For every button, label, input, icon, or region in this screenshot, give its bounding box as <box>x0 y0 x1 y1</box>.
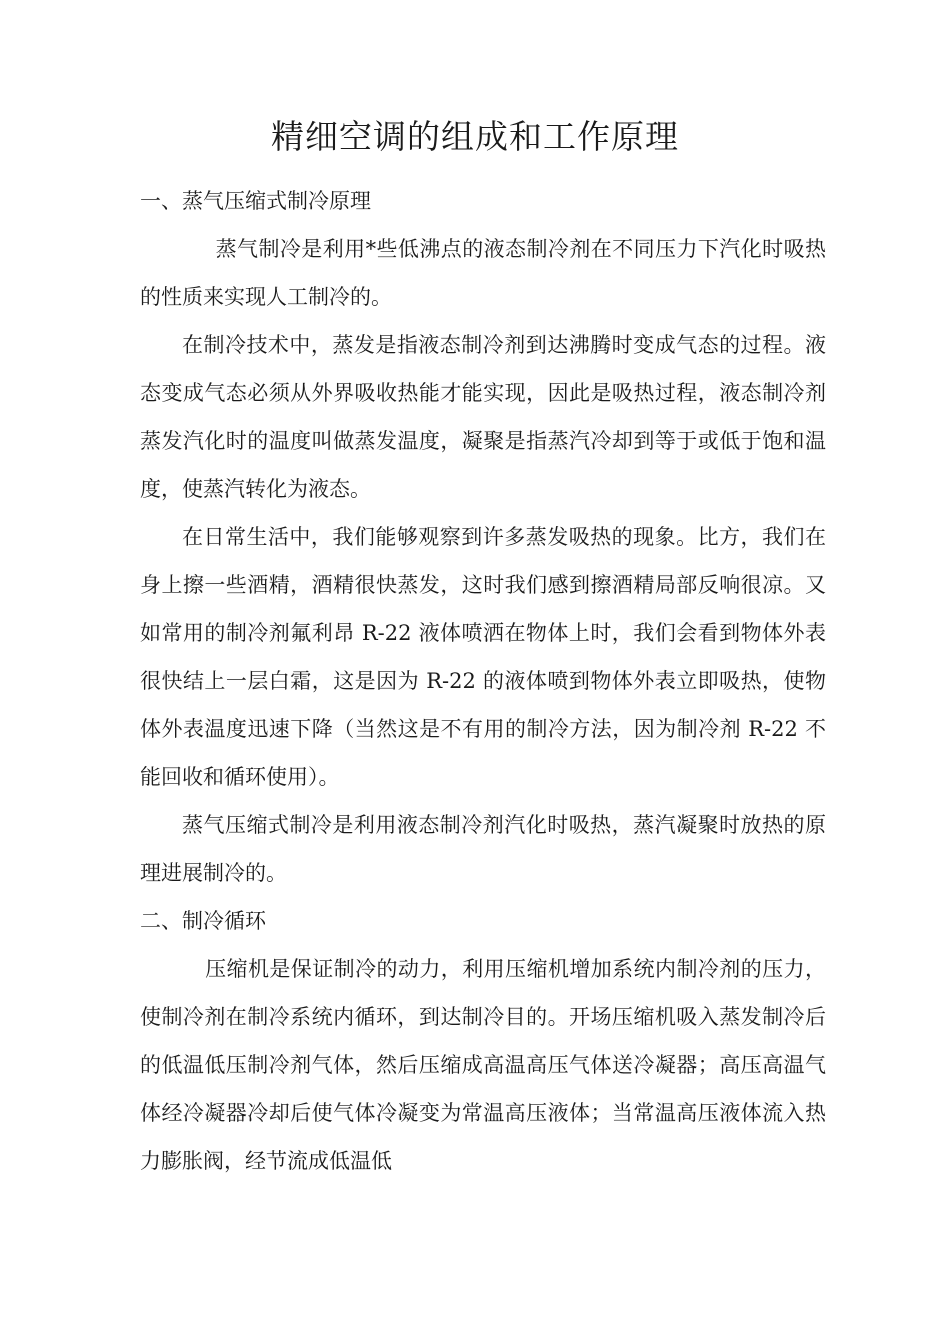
document-body <box>140 177 826 1185</box>
section-heading-2: 二、制冷循环 <box>140 909 266 933</box>
section-heading-1: 一、蒸气压缩式制冷原理 <box>140 189 371 213</box>
paragraph-1-4: 蒸气压缩式制冷是利用液态制冷剂汽化时吸热，蒸汽凝聚时放热的原理进展制冷的。 <box>140 813 826 885</box>
paragraph-1-3: 在日常生活中，我们能够观察到许多蒸发吸热的现象。比方，我们在身上擦一些酒精，酒精很快蒸发，这时我们感到擦酒精局部反响很凉。又如常用的制冷剂氟利昂 R-22 液体喷洒在物体上时，我们会看到物体外表很快结上一层白霜，这是因为 R-22 的液体喷到物体外表立即吸热，使物体外表温度迅速下降（当然这是不有用的制冷方法，因为制冷剂 R-22 不能回收和循环使用）。 <box>140 525 826 789</box>
paragraph-2-1: 压缩机是保证制冷的动力，利用压缩机增加系统内制冷剂的压力，使制冷剂在制冷系统内循环，到达制冷目的。开场压缩机吸入蒸发制冷后的低温低压制冷剂气体，然后压缩成高温高压气体送冷凝器；高压高温气体经冷凝器冷却后使气体冷凝变为常温高压液体；当常温高压液体流入热力膨胀阀，经节流成低温低 <box>140 957 826 1173</box>
paragraph-1-1: 蒸气制冷是利用*些低沸点的液态制冷剂在不同压力下汽化时吸热的性质来实现人工制冷的。 <box>140 237 826 309</box>
document-title: 精细空调的组成和工作原理 <box>271 117 679 156</box>
paragraph-1-2: 在制冷技术中，蒸发是指液态制冷剂到达沸腾时变成气态的过程。液态变成气态必须从外界吸收热能才能实现，因此是吸热过程，液态制冷剂蒸发汽化时的温度叫做蒸发温度，凝聚是指蒸汽冷却到等于或低于饱和温度，使蒸汽转化为液态。 <box>140 333 826 501</box>
